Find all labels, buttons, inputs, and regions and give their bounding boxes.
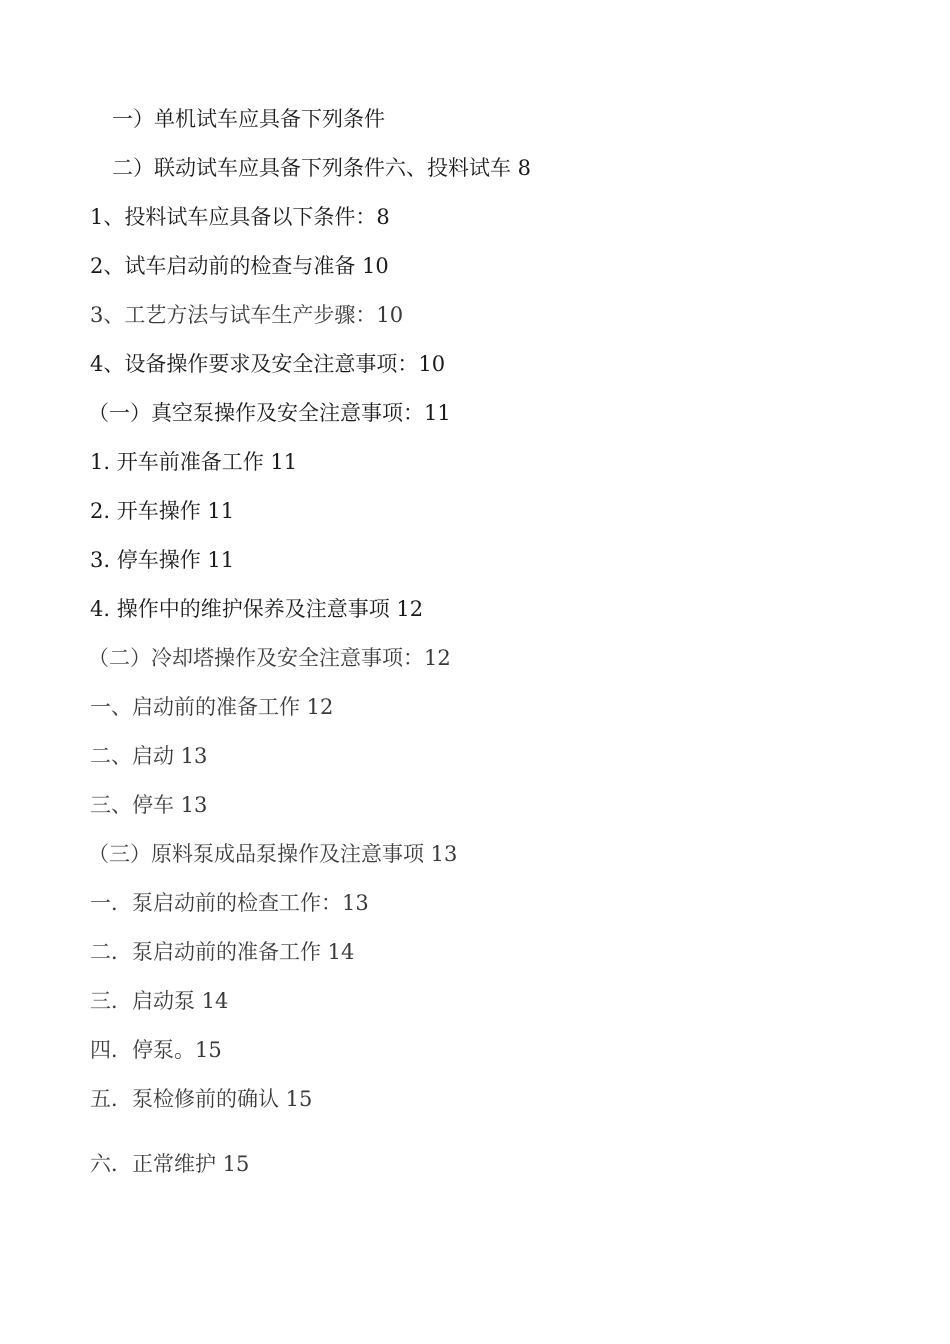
toc-line: 2、试车启动前的检查与准备 10 bbox=[90, 254, 389, 278]
toc-line: 一、启动前的准备工作 12 bbox=[90, 695, 334, 719]
toc-line: 六．正常维护 15 bbox=[90, 1152, 250, 1176]
toc-line: 4. 操作中的维护保养及注意事项 12 bbox=[90, 597, 424, 621]
toc-line: 一）单机试车应具备下列条件 bbox=[112, 107, 385, 131]
toc-line: （一）真空泵操作及安全注意事项：11 bbox=[88, 401, 451, 425]
toc-line: 3. 停车操作 11 bbox=[90, 548, 235, 572]
toc-line: 4、设备操作要求及安全注意事项：10 bbox=[90, 352, 446, 376]
toc-line: 二）联动试车应具备下列条件六、投料试车 8 bbox=[112, 156, 532, 180]
toc-line: 3、工艺方法与试车生产步骤：10 bbox=[90, 303, 404, 327]
toc-line: 1、投料试车应具备以下条件：8 bbox=[90, 205, 390, 229]
toc-line: 三．启动泵 14 bbox=[90, 989, 229, 1013]
toc-line: 1. 开车前准备工作 11 bbox=[90, 450, 298, 474]
toc-line: 二、启动 13 bbox=[90, 744, 208, 768]
toc-line: 一．泵启动前的检查工作：13 bbox=[90, 891, 369, 915]
toc-line: 三、停车 13 bbox=[90, 793, 208, 817]
toc-line: 二．泵启动前的准备工作 14 bbox=[90, 940, 355, 964]
toc-line: 2. 开车操作 11 bbox=[90, 499, 235, 523]
toc-line: 五．泵检修前的确认 15 bbox=[90, 1087, 313, 1111]
toc-line: （二）冷却塔操作及安全注意事项：12 bbox=[88, 646, 451, 670]
toc-line: （三）原料泵成品泵操作及注意事项 13 bbox=[88, 842, 458, 866]
toc-line: 四．停泵。15 bbox=[90, 1038, 222, 1062]
